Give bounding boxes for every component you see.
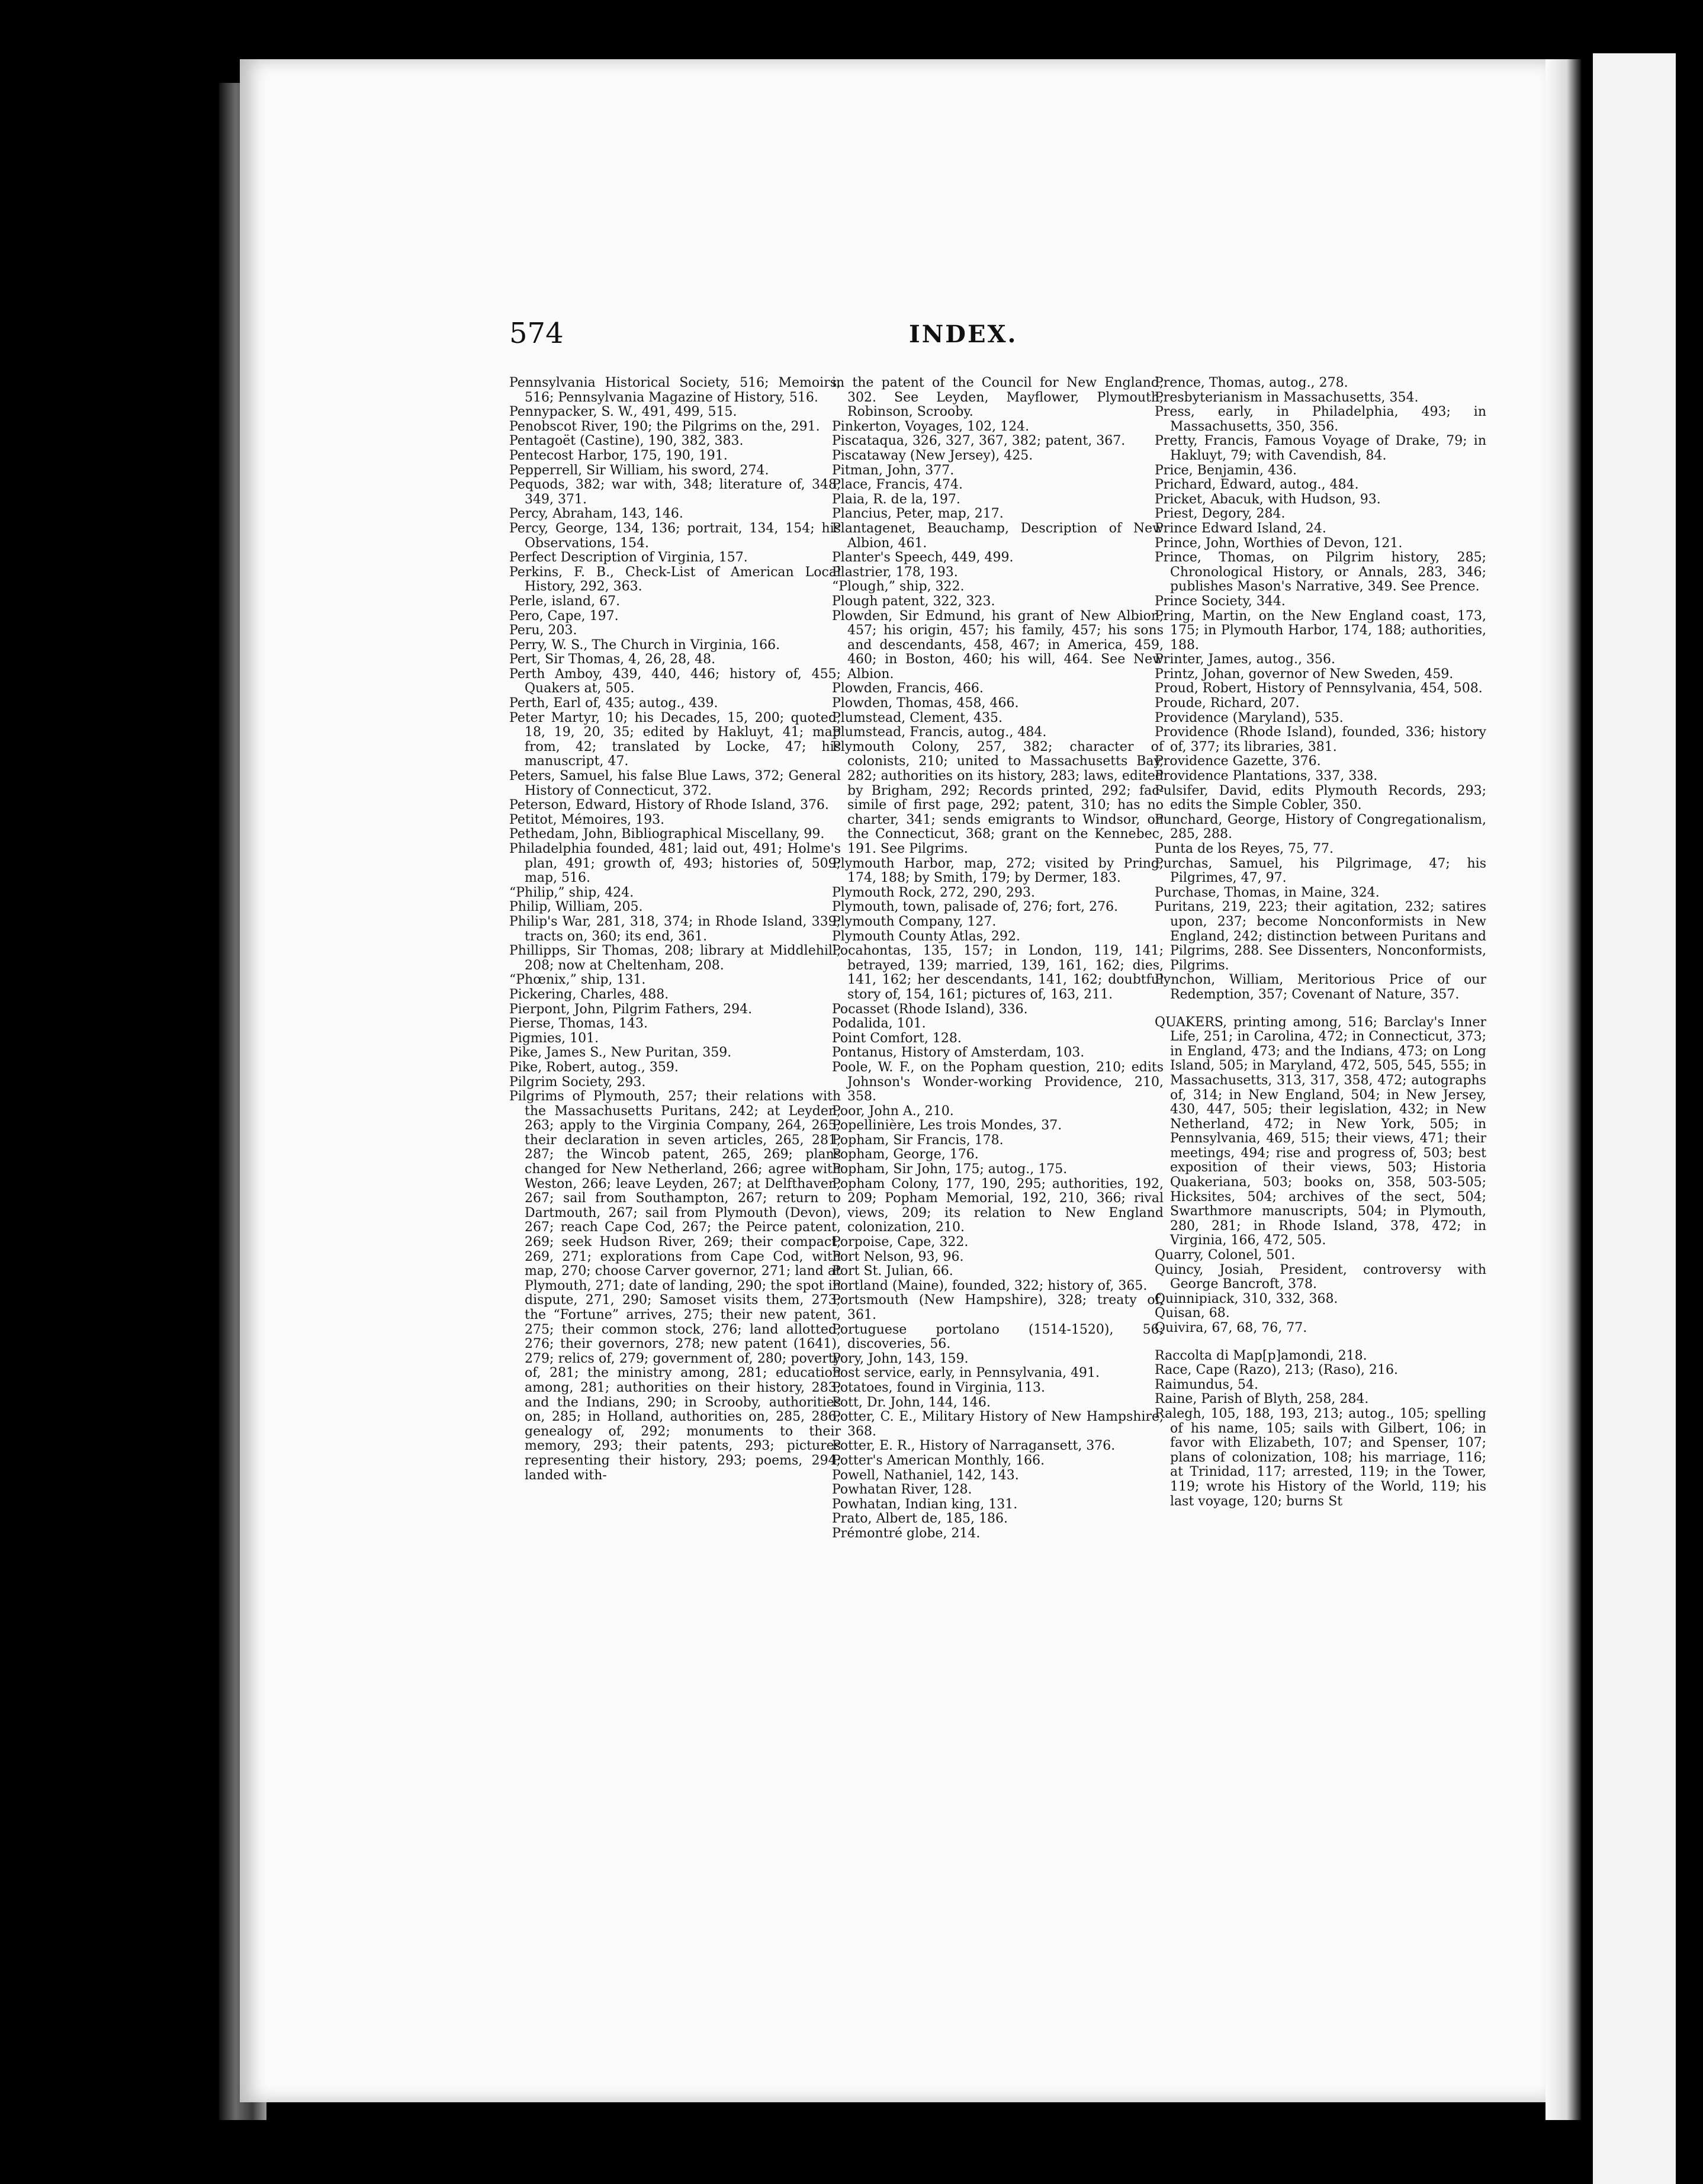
index-entry: Pocahontas, 135, 157; in London, 119, 141; betrayed, 139; married, 139, 161, 162; dies, 141, 162; her descendants, 141, 162; doubtful story of, 154, 161; pictures of, 163, 211. bbox=[832, 943, 1164, 1002]
index-entry: Providence Gazette, 376. bbox=[1155, 754, 1321, 769]
index-entry: Pinkerton, Voyages, 102, 124. bbox=[832, 419, 1030, 434]
index-column-1 bbox=[509, 376, 841, 1483]
index-entry: Port Nelson, 93, 96. bbox=[832, 1249, 964, 1264]
index-entry: Pontanus, History of Amsterdam, 103. bbox=[832, 1045, 1085, 1061]
index-entry: Plymouth Harbor, map, 272; visited by Pring, 174, 188; by Smith, 179; by Dermer, 183. bbox=[832, 856, 1164, 886]
index-entry: Plowden, Thomas, 458, 466. bbox=[832, 696, 1019, 711]
index-entry: Prince Edward Island, 24. bbox=[1155, 521, 1326, 536]
index-page bbox=[240, 59, 1545, 2102]
index-entry: Ralegh, 105, 188, 193, 213; autog., 105; spelling of his name, 105; sails with Gilbert, 106; in favor with Elizabeth, 107; and Spenser, 107; plans of colonization, 108; his marriage, 116; at Trinidad, 117; arrested, 119; in the Tower, 119; wrote his History of the World, 119; his last voyage, 120; burns St bbox=[1155, 1406, 1486, 1509]
index-entry: “Phœnix,” ship, 131. bbox=[509, 972, 646, 988]
index-entry: Philadelphia founded, 481; laid out, 491; Holme's plan, 491; growth of, 493; histories of, 509; map, 516. bbox=[509, 842, 841, 886]
index-entry: Piscataqua, 326, 327, 367, 382; patent, 367. bbox=[832, 433, 1126, 449]
index-entry: Popham, Sir Francis, 178. bbox=[832, 1132, 1004, 1148]
index-entry: Potter, E. R., History of Narragansett, 376. bbox=[832, 1438, 1116, 1454]
index-entry: Quisan, 68. bbox=[1155, 1306, 1230, 1321]
index-entry: Popham Colony, 177, 190, 295; authorities, 192, 209; Popham Memorial, 192, 210, 366; rival views, 209; its relation to New England colonization, 210. bbox=[832, 1176, 1164, 1235]
facing-page-edge bbox=[1581, 53, 1703, 2184]
running-title: INDEX. bbox=[909, 320, 1018, 348]
index-entry: Powhatan, Indian king, 131. bbox=[832, 1496, 1018, 1512]
index-entry: Prence, Thomas, autog., 278. bbox=[1155, 375, 1348, 390]
index-entry: Peterson, Edward, History of Rhode Island, 376. bbox=[509, 798, 829, 813]
index-entry: Pennypacker, S. W., 491, 499, 515. bbox=[509, 404, 737, 420]
index-entry: Purchase, Thomas, in Maine, 324. bbox=[1155, 885, 1380, 900]
index-entry: Perfect Description of Virginia, 157. bbox=[509, 550, 748, 566]
index-entry: Perth Amboy, 439, 440, 446; history of, 455; Quakers at, 505. bbox=[509, 666, 841, 696]
index-entry: Race, Cape (Razo), 213; (Raso), 216. bbox=[1155, 1363, 1398, 1378]
index-entry: Quivira, 67, 68, 76, 77. bbox=[1155, 1321, 1307, 1335]
index-entry: Petitot, Mémoires, 193. bbox=[509, 812, 665, 827]
index-entry: Pitman, John, 377. bbox=[832, 463, 955, 478]
index-entry: “Philip,” ship, 424. bbox=[509, 885, 634, 900]
index-entry: Perkins, F. B., Check-List of American Local History, 292, 363. bbox=[509, 564, 841, 595]
index-entry: QUAKERS, printing among, 516; Barclay's Inner Life, 251; in Carolina, 472; in Connecticut, 373; in England, 473; and the Indians, 473; on Long Island, 505; in Maryland, 472, 505, 545, 555; in Massachusetts, 313, 317, 358, 472; autographs of, 314; in New England, 504; in New Jersey, 430, 447, 505; their legislation, 432; in New Netherland, 472; in New York, 505; in Pennsylvania, 469, 515; their views, 471; their meetings, 494; rise and progress of, 503; best exposition of their views, 503; Historia Quakeriana, 503; books on, 358, 503-505; Hicksites, 504; archives of the sect, 504; Swarthmore manuscripts, 504; in Plymouth, 280, 281; in Rhode Island, 378, 472; in Virginia, 166, 472, 505. bbox=[1155, 1014, 1486, 1248]
index-entry: Peters, Samuel, his false Blue Laws, 372; General History of Connecticut, 372. bbox=[509, 769, 841, 798]
index-entry: Prince Society, 344. bbox=[1155, 593, 1286, 609]
index-entry: Pickering, Charles, 488. bbox=[509, 987, 669, 1002]
index-entry: Philip, William, 205. bbox=[509, 900, 643, 915]
facing-page-sliver bbox=[1593, 53, 1676, 2184]
index-entry: Plantagenet, Beauchamp, Description of New Albion, 461. bbox=[832, 521, 1164, 551]
index-entry: Prémontré globe, 214. bbox=[832, 1525, 981, 1541]
index-entry: “Plough,” ship, 322. bbox=[832, 579, 965, 595]
index-entry: Pulsifer, David, edits Plymouth Records, 293; edits the Simple Cobler, 350. bbox=[1155, 783, 1486, 813]
page-number: 574 bbox=[509, 317, 564, 350]
index-entry: Punchard, George, History of Congregationalism, 285, 288. bbox=[1155, 812, 1486, 842]
index-entry: Phillipps, Sir Thomas, 208; library at Middlehill, 208; now at Cheltenham, 208. bbox=[509, 943, 841, 973]
index-entry: Plymouth Company, 127. bbox=[832, 914, 997, 929]
index-entry: Peter Martyr, 10; his Decades, 15, 200; quoted, 18, 19, 20, 35; edited by Hakluyt, 41; map from, 42; translated by Locke, 47; his manuscript, 47. bbox=[509, 710, 841, 769]
index-entry: Podalida, 101. bbox=[832, 1016, 926, 1032]
index-entry: Pennsylvania Historical Society, 516; Memoirs, 516; Pennsylvania Magazine of History, 516. bbox=[509, 375, 841, 405]
index-entry: Portland (Maine), founded, 322; history of, 365. bbox=[832, 1278, 1148, 1293]
index-entry: Potter, C. E., Military History of New Hampshire, 368. bbox=[832, 1409, 1164, 1439]
index-entry: Percy, George, 134, 136; portrait, 134, 154; his Observations, 154. bbox=[509, 521, 841, 551]
index-entry: Providence (Rhode Island), founded, 336; history of, 377; its libraries, 381. bbox=[1155, 725, 1486, 754]
section-gap bbox=[1155, 1003, 1486, 1016]
index-entry: Presbyterianism in Massachusetts, 354. bbox=[1155, 390, 1419, 405]
index-entry: Press, early, in Philadelphia, 493; in Massachusetts, 350, 356. bbox=[1155, 404, 1486, 434]
index-entry: Pigmies, 101. bbox=[509, 1030, 599, 1046]
index-entry: Pierpont, John, Pilgrim Fathers, 294. bbox=[509, 1001, 753, 1017]
index-entry: Plymouth County Atlas, 292. bbox=[832, 929, 1020, 944]
index-entry: Pequods, 382; war with, 348; literature of, 348, 349, 371. bbox=[509, 477, 841, 507]
index-entry: Pert, Sir Thomas, 4, 26, 28, 48. bbox=[509, 652, 716, 667]
index-entry: Quincy, Josiah, President, controversy with George Bancroft, 378. bbox=[1155, 1262, 1486, 1292]
index-entry: Price, Benjamin, 436. bbox=[1155, 463, 1297, 478]
index-entry: Plumstead, Francis, autog., 484. bbox=[832, 725, 1047, 740]
index-entry: Peru, 203. bbox=[509, 623, 577, 638]
index-entry: Proud, Robert, History of Pennsylvania, 454, 508. bbox=[1155, 681, 1483, 696]
index-entry: Portuguese portolano (1514-1520), 56; discoveries, 56. bbox=[832, 1322, 1164, 1352]
index-entry: Penobscot River, 190; the Pilgrims on the, 291. bbox=[509, 419, 820, 434]
index-entry: Popham, Sir John, 175; autog., 175. bbox=[832, 1162, 1068, 1177]
index-entry: Printz, Johan, governor of New Sweden, 459. bbox=[1155, 666, 1454, 682]
index-entry: Porpoise, Cape, 322. bbox=[832, 1235, 969, 1250]
index-entry: Port St. Julian, 66. bbox=[832, 1264, 953, 1279]
section-gap bbox=[1155, 1336, 1486, 1349]
index-entry: Pory, John, 143, 159. bbox=[832, 1351, 969, 1366]
index-entry: Providence (Maryland), 535. bbox=[1155, 710, 1344, 725]
index-entry: Punta de los Reyes, 75, 77. bbox=[1155, 842, 1334, 856]
index-entry: Pocasset (Rhode Island), 336. bbox=[832, 1001, 1028, 1017]
index-entry: Pike, Robert, autog., 359. bbox=[509, 1059, 679, 1075]
index-column-2 bbox=[832, 376, 1164, 1541]
index-entry: Plymouth, town, palisade of, 276; fort, 276. bbox=[832, 900, 1119, 915]
index-entry: Plymouth Rock, 272, 290, 293. bbox=[832, 885, 1035, 900]
index-entry: Popellinière, Les trois Mondes, 37. bbox=[832, 1118, 1062, 1133]
index-entry: Potter's American Monthly, 166. bbox=[832, 1453, 1045, 1468]
index-entry: Prince, John, Worthies of Devon, 121. bbox=[1155, 535, 1403, 551]
index-entry: Raine, Parish of Blyth, 258, 284. bbox=[1155, 1392, 1369, 1407]
index-entry: Plaia, R. de la, 197. bbox=[832, 492, 960, 507]
index-column-3 bbox=[1155, 376, 1486, 1509]
index-entry: Percy, Abraham, 143, 146. bbox=[509, 506, 683, 522]
index-entry: Pero, Cape, 197. bbox=[509, 608, 619, 624]
index-entry: Purchas, Samuel, his Pilgrimage, 47; his Pilgrimes, 47, 97. bbox=[1155, 856, 1486, 886]
index-entry: Powell, Nathaniel, 142, 143. bbox=[832, 1467, 1019, 1483]
index-entry: Pilgrims of Plymouth, 257; their relations with the Massachusetts Puritans, 242; at Leyden, 263; apply to the Virginia Company, 264, 265; their declaration in seven articles, 265, 281, 287; the Wincob patent, 265, 269; plans changed for New Netherland, 266; agree with Weston, 266; leave Leyden, 267; at Delfthaven, 267; sail from Southampton, 267; return to Dartmouth, 267; sail from Plymouth (Devon), 267; reach Cape Cod, 267; the Peirce patent, 269; seek Hudson River, 269; their compact, 269, 271; explorations from Cape Cod, with map, 270; choose Carver governor, 271; land at Plymouth, 271; date of landing, 290; the spot in dispute, 271, 290; Samoset visits them, 273; the “Fortune” arrives, 275; their new patent, 275; their common stock, 276; land allotted, 276; their governors, 278; new patent (1641), 279; relics of, 279; government of, 280; poverty of, 281; the ministry among, 281; education among, 281; authorities on their history, 283; and the Indians, 290; in Scrooby, authorities on, 285; in Holland, authorities on, 285, 286; genealogy of, 292; monuments to their memory, 293; their patents, 293; pictures representing their history, 293; poems, 294; landed with- bbox=[509, 1089, 841, 1483]
index-entry: Providence Plantations, 337, 338. bbox=[1155, 769, 1378, 784]
index-entry: Popham, George, 176. bbox=[832, 1147, 979, 1162]
index-entry: Pring, Martin, on the New England coast, 173, 175; in Plymouth Harbor, 174, 188; authorities, 188. bbox=[1155, 608, 1486, 653]
index-entry: Pricket, Abacuk, with Hudson, 93. bbox=[1155, 492, 1381, 507]
index-entry: Pethedam, John, Bibliographical Miscellany, 99. bbox=[509, 827, 825, 842]
index-entry: Potatoes, found in Virginia, 113. bbox=[832, 1380, 1045, 1395]
index-entry: Plowden, Sir Edmund, his grant of New Albion, 457; his origin, 457; his family, 457; his sons and descendants, 458, 467; in America, 459, 460; in Boston, 460; his will, 464. See New Albion. bbox=[832, 608, 1164, 682]
index-entry: Plastrier, 178, 193. bbox=[832, 564, 958, 580]
index-entry: Prichard, Edward, autog., 484. bbox=[1155, 477, 1359, 493]
index-entry: Quarry, Colonel, 501. bbox=[1155, 1248, 1296, 1263]
index-entry: Prato, Albert de, 185, 186. bbox=[832, 1511, 1008, 1527]
index-entry: Perle, island, 67. bbox=[509, 593, 621, 609]
index-entry: Powhatan River, 128. bbox=[832, 1482, 972, 1498]
index-entry: Proude, Richard, 207. bbox=[1155, 696, 1300, 711]
index-entry: Priest, Degory, 284. bbox=[1155, 506, 1286, 522]
index-entry: Pretty, Francis, Famous Voyage of Drake, 79; in Hakluyt, 79; with Cavendish, 84. bbox=[1155, 433, 1486, 463]
index-entry: Portsmouth (New Hampshire), 328; treaty of, 361. bbox=[832, 1293, 1164, 1322]
index-entry: Raccolta di Map[p]amondi, 218. bbox=[1155, 1348, 1367, 1363]
index-entry: Place, Francis, 474. bbox=[832, 477, 963, 493]
index-entry: Piscataway (New Jersey), 425. bbox=[832, 448, 1033, 463]
index-entry: Philip's War, 281, 318, 374; in Rhode Island, 339; tracts on, 360; its end, 361. bbox=[509, 914, 841, 944]
index-entry: Poole, W. F., on the Popham question, 210; edits Johnson's Wonder-working Providence, 210, 358. bbox=[832, 1059, 1164, 1104]
index-entry: Pott, Dr. John, 144, 146. bbox=[832, 1395, 991, 1410]
index-entry: Printer, James, autog., 356. bbox=[1155, 652, 1335, 667]
index-entry: Plymouth Colony, 257, 382; character of colonists, 210; united to Massachusetts Bay, 282; authorities on its history, 283; laws, edited by Brigham, 292; Records printed, 292; fac-simile of first page, 292; patent, 310; has no charter, 341; sends emigrants to Windsor, on the Connecticut, 368; grant on the Kennebec, 191. See Pilgrims. bbox=[832, 739, 1164, 856]
index-entry: Pike, James S., New Puritan, 359. bbox=[509, 1045, 732, 1061]
index-entry: Pentecost Harbor, 175, 190, 191. bbox=[509, 448, 728, 463]
index-entry: in the patent of the Council for New England, 302. See Leyden, Mayflower, Plymouth, Robinson, Scrooby. bbox=[832, 375, 1164, 420]
index-entry: Quinnipiack, 310, 332, 368. bbox=[1155, 1291, 1338, 1306]
index-entry: Puritans, 219, 223; their agitation, 232; satires upon, 237; become Nonconformists in New England, 242; distinction between Puritans and Pilgrims, 288. See Dissenters, Nonconformists, Pilgrims. bbox=[1155, 900, 1486, 973]
index-entry: Plough patent, 322, 323. bbox=[832, 593, 995, 609]
index-entry: Planter's Speech, 449, 499. bbox=[832, 550, 1014, 566]
index-entry: Plowden, Francis, 466. bbox=[832, 681, 984, 696]
index-entry: Pilgrim Society, 293. bbox=[509, 1074, 646, 1090]
index-entry: Raimundus, 54. bbox=[1155, 1377, 1258, 1392]
page-edge-shadow bbox=[1545, 59, 1581, 2120]
index-entry: Pepperrell, Sir William, his sword, 274. bbox=[509, 463, 769, 478]
index-entry: Poor, John A., 210. bbox=[832, 1103, 954, 1119]
index-entry: Pynchon, William, Meritorious Price of our Redemption, 357; Covenant of Nature, 357. bbox=[1155, 972, 1486, 1002]
index-entry: Perth, Earl of, 435; autog., 439. bbox=[509, 696, 718, 711]
page-header bbox=[240, 317, 1545, 358]
index-entry: Plumstead, Clement, 435. bbox=[832, 710, 1002, 725]
index-entry: Perry, W. S., The Church in Virginia, 166. bbox=[509, 637, 780, 653]
index-entry: Plancius, Peter, map, 217. bbox=[832, 506, 1004, 522]
index-entry: Post service, early, in Pennsylvania, 491. bbox=[832, 1366, 1100, 1381]
index-entry: Pentagoët (Castine), 190, 382, 383. bbox=[509, 433, 744, 449]
index-entry: Prince, Thomas, on Pilgrim history, 285; Chronological History, or Annals, 283, 346; publishes Mason's Narrative, 349. See Prence. bbox=[1155, 550, 1486, 595]
index-entry: Point Comfort, 128. bbox=[832, 1030, 962, 1046]
index-entry: Pierse, Thomas, 143. bbox=[509, 1016, 648, 1032]
